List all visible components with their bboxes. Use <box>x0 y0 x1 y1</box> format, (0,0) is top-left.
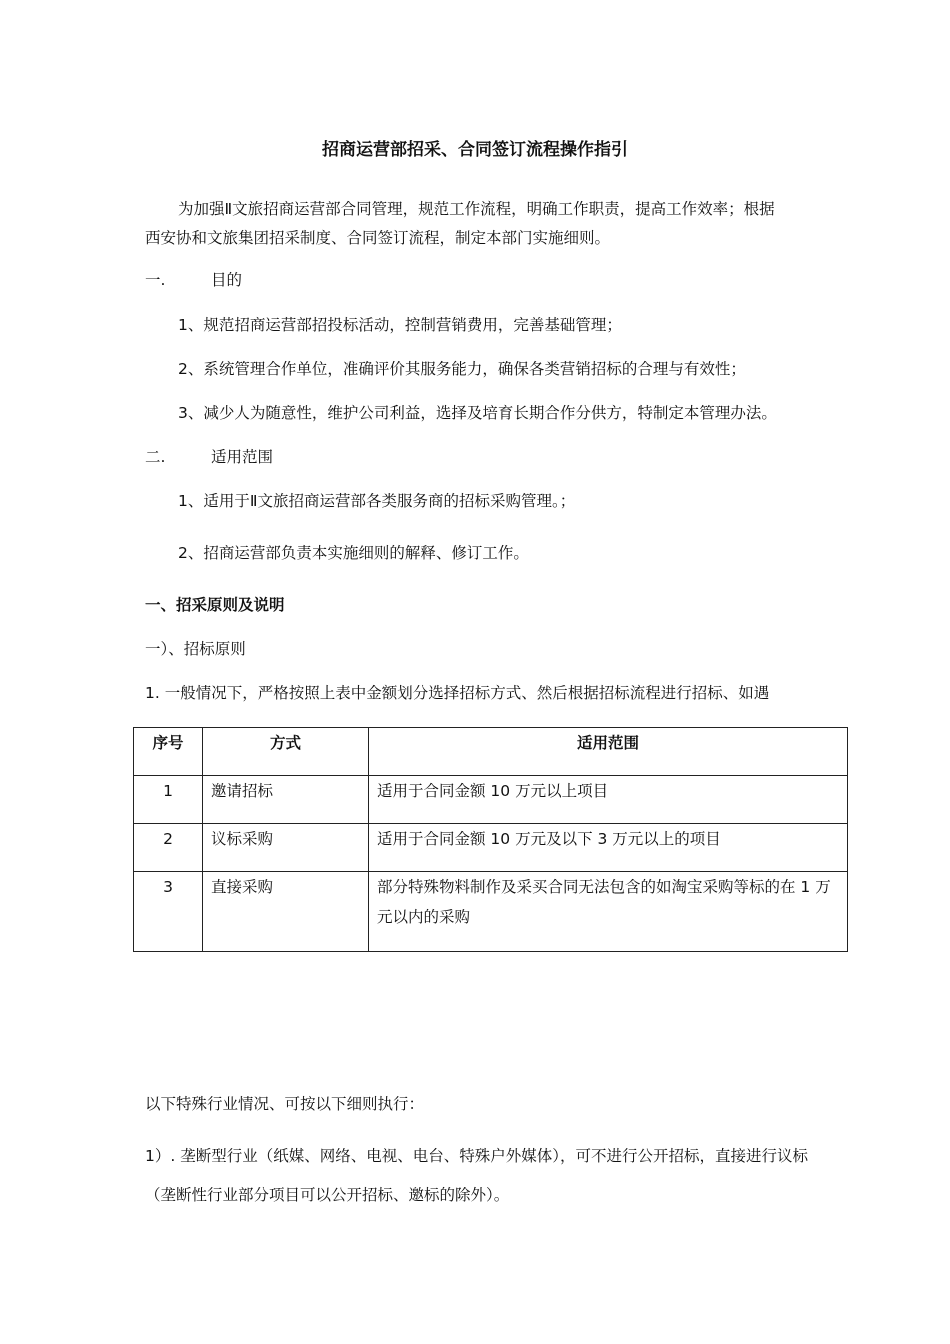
procurement-method-table <box>133 727 848 952</box>
special-item-line-2: （垄断性行业部分项目可以公开招标、邀标的除外）。 <box>145 1186 510 1204</box>
section3-subheading: 一）、招标原则 <box>145 640 246 658</box>
table-cell-method: 直接采购 <box>203 872 369 952</box>
section1-number: 一. <box>145 271 166 289</box>
table-header-scope: 适用范围 <box>369 728 848 776</box>
table-header-no: 序号 <box>134 728 203 776</box>
intro-line-2: 西安协和文旅集团招采制度、合同签订流程，制定本部门实施细则。 <box>145 229 611 247</box>
table-cell-method: 议标采购 <box>203 824 369 872</box>
section2-item: 2、招商运营部负责本实施细则的解释、修订工作。 <box>178 544 529 562</box>
table-cell-scope: 适用于合同金额 10 万元及以下 3 万元以上的项目 <box>369 824 848 872</box>
intro-line-1: 为加强Ⅱ文旅招商运营部合同管理，规范工作流程，明确工作职责，提高工作效率；根据 <box>178 200 775 218</box>
section1-item: 2、系统管理合作单位，准确评价其服务能力，确保各类营销招标的合理与有效性； <box>178 360 746 378</box>
special-intro: 以下特殊行业情况、可按以下细则执行： <box>145 1095 425 1113</box>
table-row <box>134 824 848 872</box>
section2-number: 二. <box>145 448 166 466</box>
special-item-line-1: 1）. 垄断型行业（纸媒、网络、电视、电台、特殊户外媒体），可不进行公开招标，直接进行议标 <box>145 1147 808 1165</box>
section2-heading: 适用范围 <box>211 448 274 466</box>
section1-item: 1、规范招商运营部招投标活动，控制营销费用，完善基础管理； <box>178 316 622 334</box>
section3-heading: 一、招采原则及说明 <box>145 596 285 614</box>
section1-heading: 目的 <box>211 271 243 289</box>
table-cell-no: 1 <box>134 776 203 824</box>
table-row <box>134 776 848 824</box>
table-cell-method: 邀请招标 <box>203 776 369 824</box>
table-row <box>134 872 848 952</box>
table-header-method: 方式 <box>203 728 369 776</box>
table-cell-scope: 部分特殊物料制作及采买合同无法包含的如淘宝采购等标的在 1 万元以内的采购 <box>369 872 848 952</box>
section1-item: 3、减少人为随意性，维护公司利益，选择及培育长期合作分供方，特制定本管理办法。 <box>178 404 777 422</box>
table-cell-no: 3 <box>134 872 203 952</box>
table-cell-no: 2 <box>134 824 203 872</box>
table-cell-scope: 适用于合同金额 10 万元以上项目 <box>369 776 848 824</box>
table-header-row <box>134 728 848 776</box>
page-title: 招商运营部招采、合同签订流程操作指引 <box>322 140 628 160</box>
section3-paragraph: 1. 一般情况下，严格按照上表中金额划分选择招标方式、然后根据招标流程进行招标、如遇 <box>145 684 770 702</box>
section2-item: 1、适用于Ⅱ文旅招商运营部各类服务商的招标采购管理。； <box>178 492 576 510</box>
